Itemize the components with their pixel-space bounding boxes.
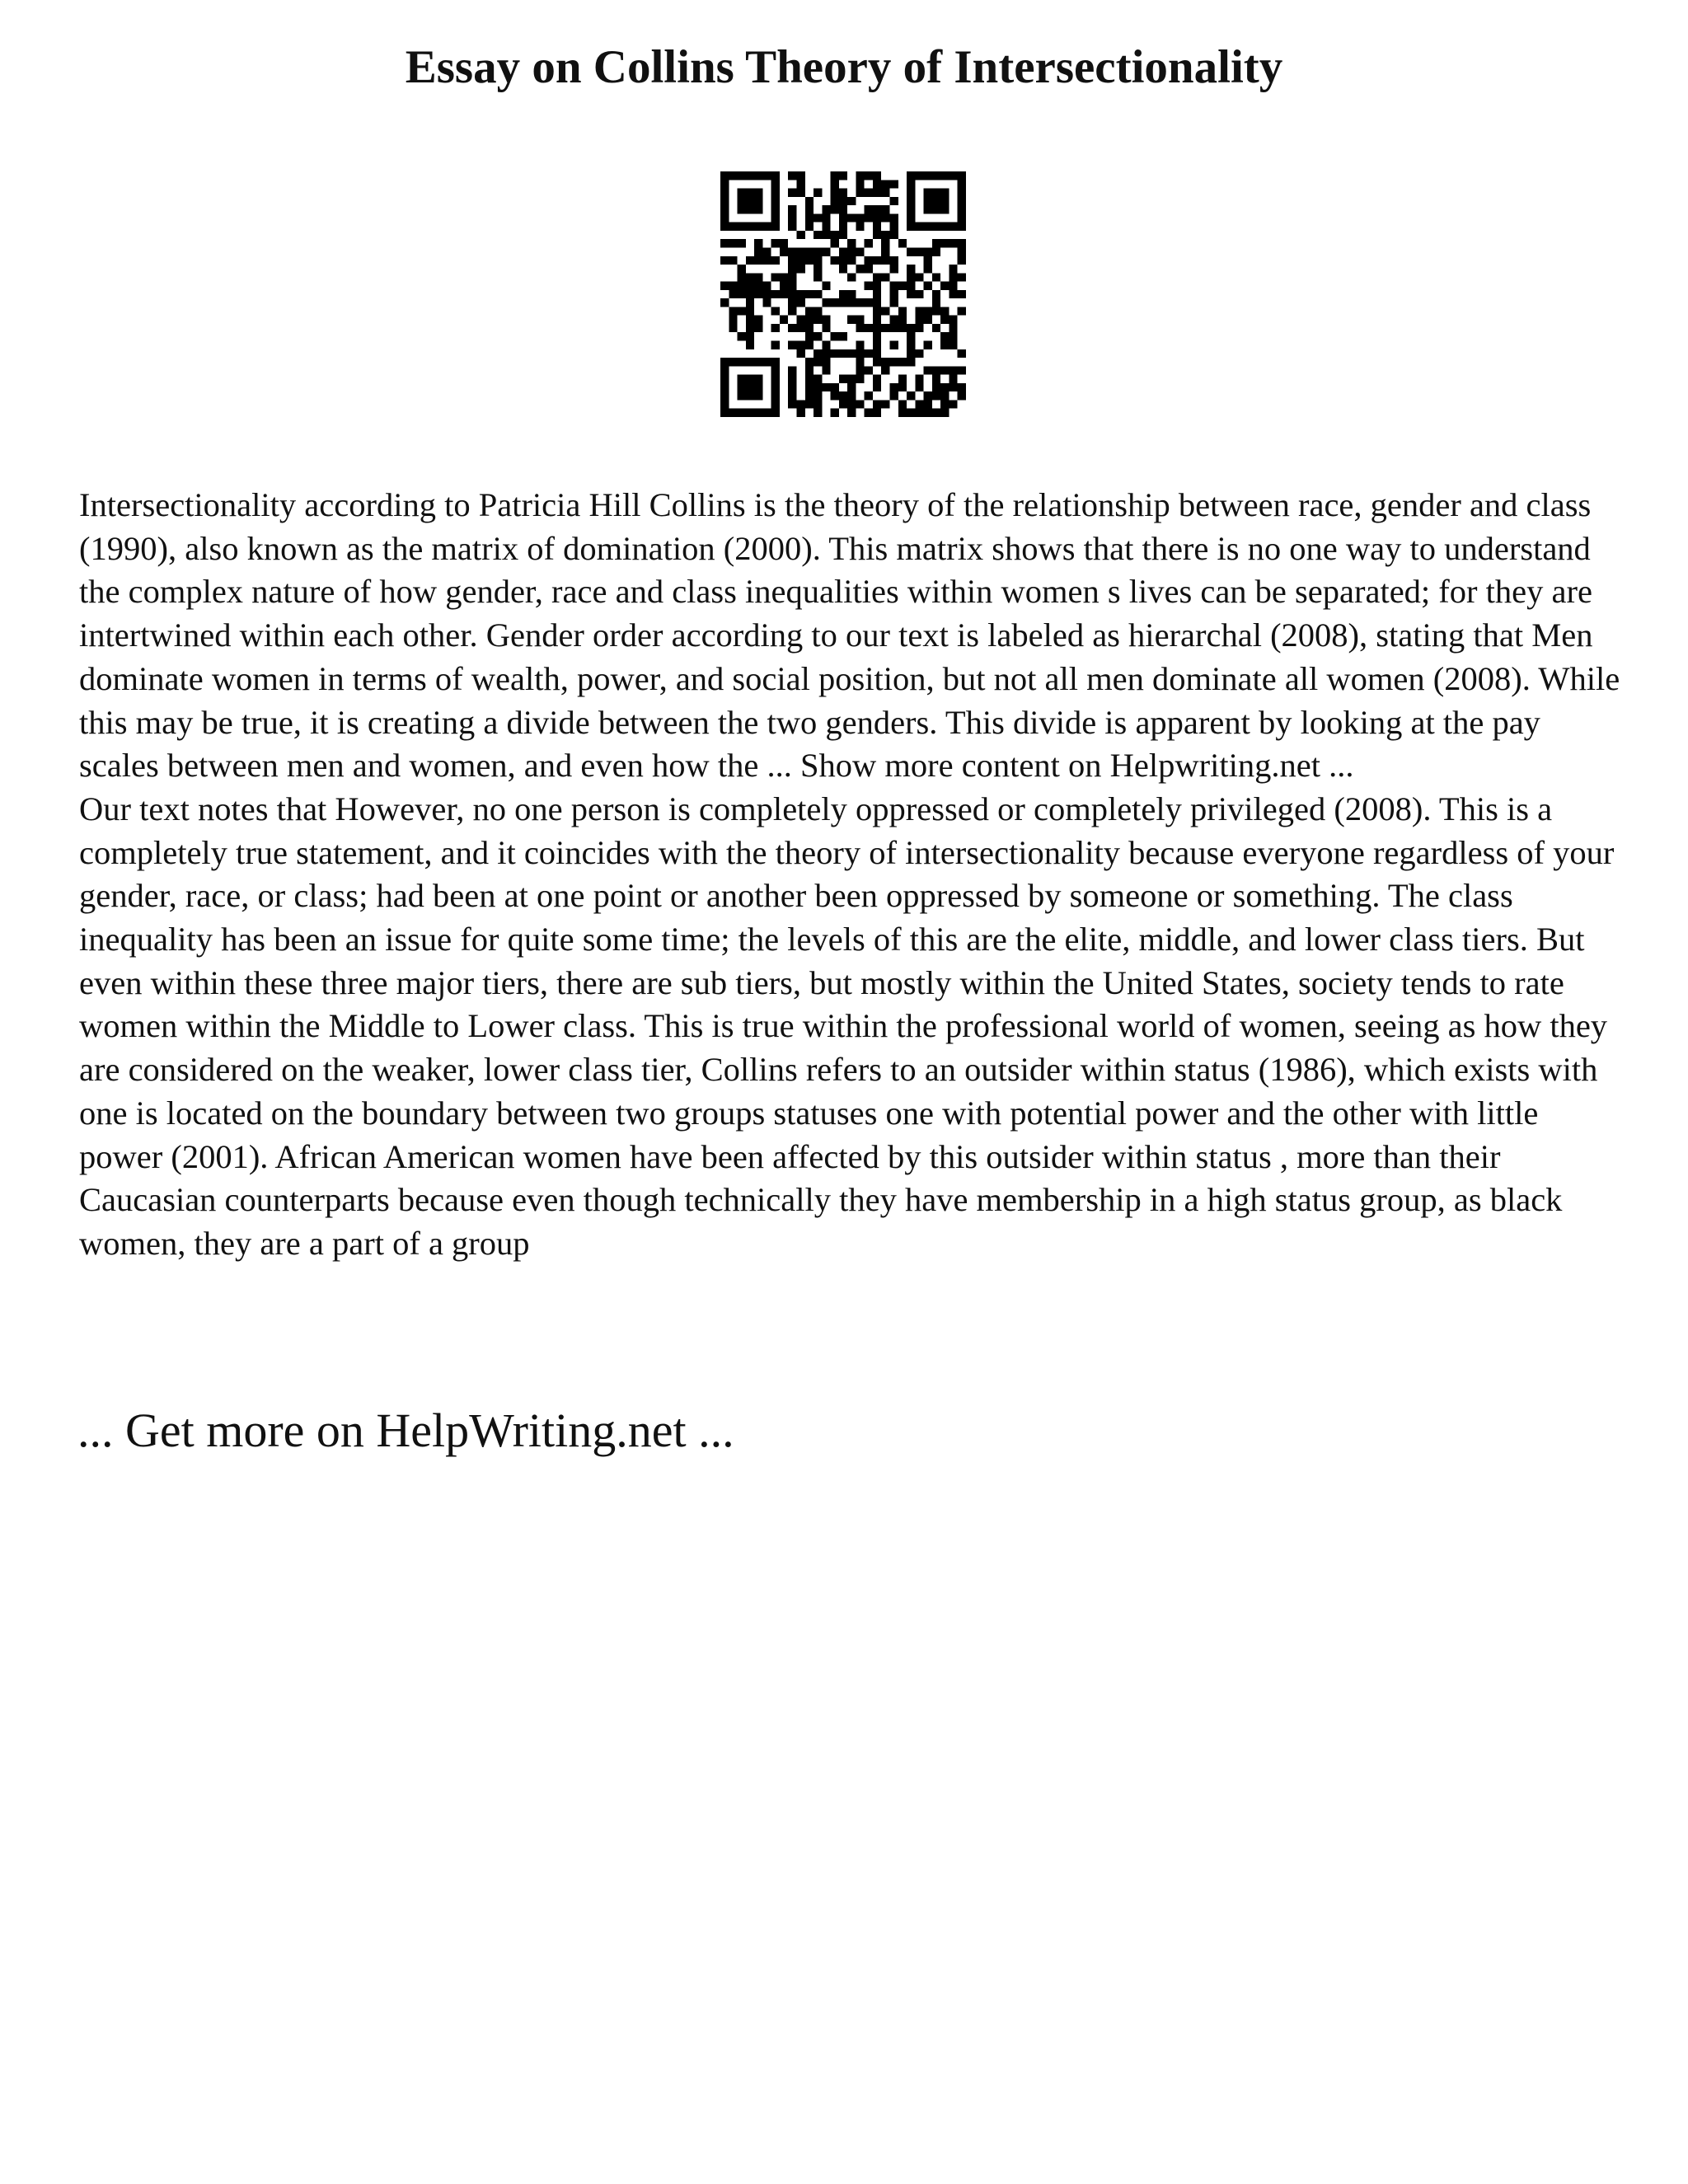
qr-code-icon bbox=[720, 171, 966, 417]
essay-body bbox=[79, 484, 1620, 1266]
essay-paragraph-1: Intersectionality according to Patricia Hill Collins is the theory of the relationship between race, gender and class (1990), also known as the matrix of domination (2000). This matrix shows that there is no one way to understand the complex nature of how gender, race and class inequalities within women s lives can be separated; for they are intertwined within each other. Gender order according to our text is labeled as hierarchal (2008), stating that Men dominate women in terms of wealth, power, and social position, but not all men dominate all women (2008). While this may be true, it is creating a divide between the two genders. This divide is apparent by looking at the pay scales between men and women, and even how the ... Show more content on Helpwriting.net ... bbox=[79, 486, 1620, 785]
document-title: Essay on Collins Theory of Intersectionality bbox=[405, 41, 1283, 93]
essay-paragraph-2: Our text notes that However, no one person is completely oppressed or completely privileged (2008). This is a completely true statement, and it coincides with the theory of intersectionality because everyone regardless of your gender, race, or class; had been at one point or another been oppressed by someone or something. The class inequality has been an issue for quite some time; the levels of this are the elite, middle, and lower class tiers. But even within these three major tiers, there are sub tiers, but mostly within the United States, society tends to rate women within the Middle to Lower class. This is true within the professional world of women, seeing as how they are considered on the weaker, lower class tier, Collins refers to an outsider within status (1986), which exists with one is located on the boundary between two groups statuses one with potential power and the other with little power (2001). African American women have been affected by this outsider within status , more than their Caucasian counterparts because even though technically they have membership in a high status group, as black women, they are a part of a group bbox=[79, 790, 1615, 1262]
qr-code-graphic bbox=[720, 171, 966, 417]
get-more-link[interactable]: ... Get more on HelpWriting.net ... bbox=[77, 1404, 734, 1457]
